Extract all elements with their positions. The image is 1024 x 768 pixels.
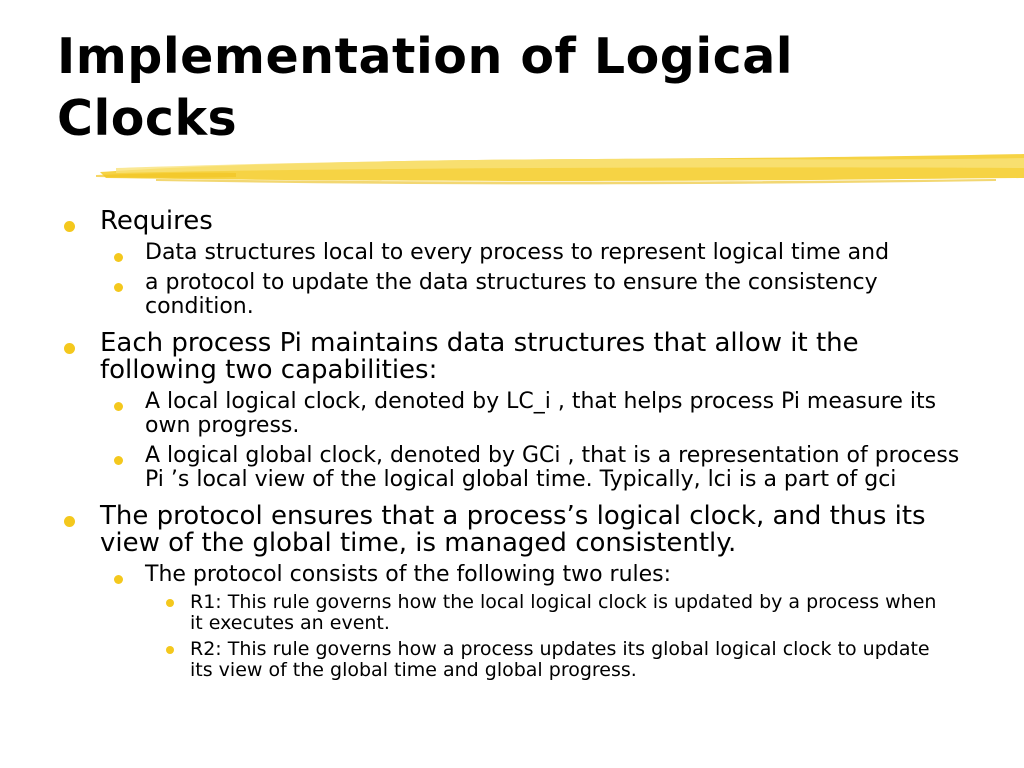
list-item (145, 444, 970, 492)
list-item (100, 330, 980, 384)
bullet-text: A logical global clock, denoted by GCi , that is a representation of process Pi ’s local view of the logical global time. Typically, lci is a part of gci (145, 443, 960, 492)
bullet-text: a protocol to update the data structures to ensure the consistency condition. (145, 270, 878, 319)
list-item (145, 390, 970, 438)
bullet-text: A local logical clock, denoted by LC_i , that helps process Pi measure its own progress. (145, 389, 937, 438)
bullet-dot-icon (114, 253, 123, 262)
bullet-dot-icon (114, 283, 123, 292)
highlighter-stroke (96, 148, 1024, 190)
bullet-text: Requires (100, 206, 213, 236)
bullet-dot-icon (64, 221, 75, 232)
list-item (190, 639, 950, 681)
bullet-text: R1: This rule governs how the local logical clock is updated by a process when it executes an event. (190, 591, 937, 634)
bullet-dot-icon (114, 402, 123, 411)
list-item (100, 208, 980, 235)
list-item (145, 271, 970, 319)
bullet-dot-icon (64, 516, 75, 527)
bullet-text: Data structures local to every process to represent logical time and (145, 240, 890, 265)
bullet-dot-icon (114, 456, 123, 465)
list-item (100, 503, 980, 557)
bullet-text: The protocol consists of the following two rules: (145, 562, 672, 587)
list-item (145, 241, 970, 265)
bullet-dot-icon (166, 646, 174, 654)
bullet-text: Each process Pi maintains data structures that allow it the following two capabilities: (100, 328, 859, 385)
slide-title: Implementation of Logical Clocks (57, 28, 794, 147)
bullet-dot-icon (114, 575, 123, 584)
bullet-dot-icon (166, 599, 174, 607)
bullet-dot-icon (64, 343, 75, 354)
list-item (190, 592, 950, 634)
bullet-text: The protocol ensures that a process’s logical clock, and thus its view of the global time, is managed consistently. (100, 501, 926, 558)
list-item (145, 563, 970, 587)
bullet-text: R2: This rule governs how a process updates its global logical clock to update its view of the global time and global progress. (190, 638, 930, 681)
bullet-list (0, 208, 1024, 681)
